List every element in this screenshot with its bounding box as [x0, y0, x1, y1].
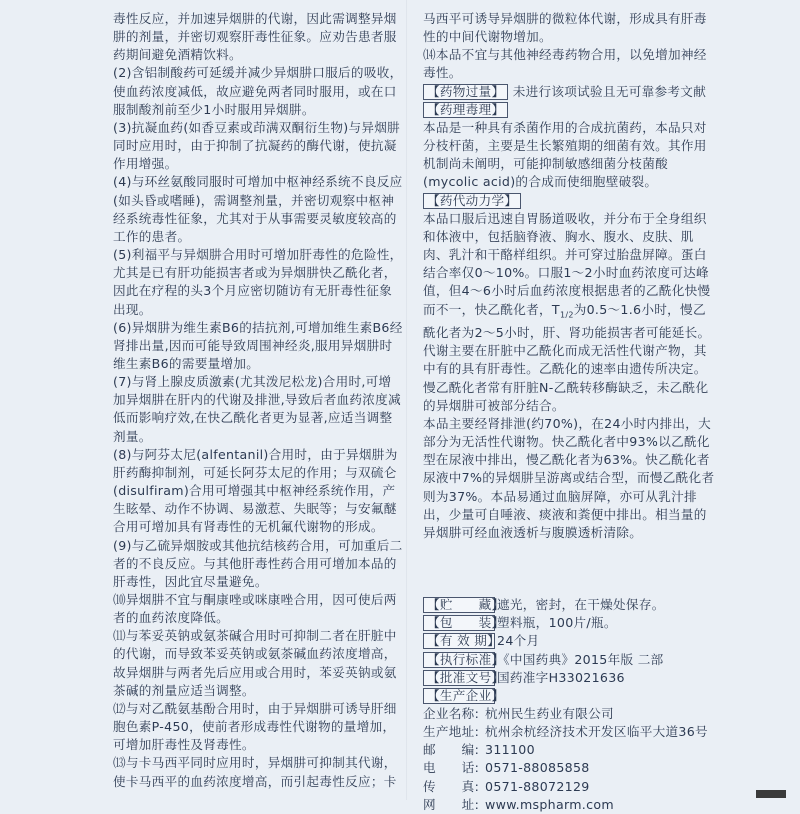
- zip-row: [423, 741, 717, 759]
- company-name-value: 杭州民生药业有限公司: [485, 705, 614, 721]
- website-row: [423, 796, 717, 814]
- fax-row: [423, 778, 717, 796]
- toxicology-heading: 【药理毒理】: [423, 102, 508, 118]
- package-label: 【包 装】: [423, 615, 495, 631]
- zip-key: 邮 编:: [423, 742, 480, 758]
- manufacturer-label: 【生产企业】: [423, 688, 495, 704]
- interaction-para-12: ⑿与对乙酰氨基酚合用时，由于异烟肼可诱导肝细胞色素P-450，使前者形成毒性代谢物的量增加，可增加肝毒性及肾毒性。: [113, 700, 397, 753]
- page-fold: [406, 0, 408, 800]
- standard-text: 《中国药典》2015年版 二部: [497, 651, 664, 667]
- approval-label: 【批准文号】: [423, 670, 495, 686]
- validity-row: [423, 632, 717, 650]
- standard-row: [423, 651, 717, 669]
- interaction-para-9: (9)与乙硫异烟胺或其他抗结核药合用，可加重后二者的不良反应。与其他肝毒性药合用可增加本品的肝毒性，因此宜尽量避免。: [113, 537, 403, 589]
- overdose-text: 未进行该项试验且无可靠参考文献: [512, 83, 707, 99]
- phone-value: 0571-88085858: [485, 760, 590, 776]
- interaction-para-7: (7)与肾上腺皮质激素(尤其泼尼松龙)合用时,可增加异烟肼在肝内的代谢及排泄,导致后者血药浓度减低而影响疗效,在快乙酰化者更为显著,应适当调整剂量。: [113, 374, 401, 444]
- interaction-para-6: (6)异烟肼为维生素B6的拮抗剂,可增加维生素B6经肾排出量,因而可能导致周围神经炎,服用异烟肼时维生素B6的需要量增加。: [113, 319, 403, 371]
- overdose-heading: 【药物过量】: [423, 84, 508, 100]
- package-row: [423, 614, 717, 632]
- pk-text-a: 本品口服后迅速自胃肠道吸收，并分布于全身组织和体液中，包括脑脊液、胸水、腹水、皮肤、肌肉、乳汁和干酪样组织。并可穿过胎盘屏障。蛋白结合率仅0～10%。口服1～2小时血药浓度可达峰值，但4～6小时后血药浓度根据患者的乙酰化快慢而不一，快乙酰化者，T: [423, 210, 711, 317]
- zip-value: 311100: [485, 742, 535, 758]
- fax-key: 传 真:: [423, 778, 480, 794]
- address-value: 杭州余杭经济技术开发区临平大道36号: [485, 724, 708, 740]
- phone-row: [423, 759, 717, 777]
- fax-value: 0571-88072129: [485, 778, 590, 794]
- storage-row: [423, 596, 717, 614]
- manufacturer-row: [423, 687, 717, 705]
- storage-label: 【贮 藏】: [423, 597, 495, 613]
- validity-text: 24个月: [497, 633, 540, 649]
- pharmacokinetics-heading: 【药代动力学】: [423, 193, 521, 209]
- right-column: [423, 10, 717, 814]
- corner-mark: [756, 790, 786, 798]
- interaction-para-10: ⑽异烟肼不宜与酮康唑或咪康唑合用，因可使后两者的血药浓度降低。: [113, 592, 397, 626]
- interaction-para-13: ⒀与卡马西平同时应用时，异烟肼可抑制其代谢，使卡马西平的血药浓度增高，而引起毒性反应；卡: [113, 755, 397, 789]
- package-text: 塑料瓶，100片/瓶。: [497, 615, 617, 631]
- address-row: [423, 723, 717, 741]
- interaction-para-11: ⑾与苯妥英钠或氨茶碱合用时可抑制二者在肝脏中的代谢，而导致苯妥英钠或氨茶碱血药浓度增高，故异烟肼与两者先后应用或合用时，苯妥英钠或氨茶碱的剂量应适当调整。: [113, 628, 397, 698]
- left-column: [113, 10, 403, 791]
- company-name-row: [423, 705, 717, 723]
- website-key: 网 址:: [423, 796, 480, 812]
- interaction-para-2: (2)含铝制酸药可延缓并减少异烟肼口服后的吸收，使血药浓度减低，故应避免两者同时服用，或在口服制酸剂前至少1小时服用异烟肼。: [113, 65, 403, 117]
- overdose-section: [423, 83, 717, 101]
- pharmacokinetics-para-1: [423, 210, 717, 415]
- phone-key: 电 话:: [423, 760, 480, 776]
- company-name-key: 企业名称:: [423, 705, 480, 721]
- pk-half-life-sub: 1/2: [559, 310, 574, 320]
- interaction-para-14: ⒁本品不宜与其他神经毒药物合用，以免增加神经毒性。: [423, 47, 707, 81]
- interaction-para-5: (5)利福平与异烟肼合用时可增加肝毒性的危险性，尤其是已有肝功能损害者或为异烟肼快乙酰化者，因此在疗程的头3个月应密切随访有无肝毒性征象出现。: [113, 247, 403, 317]
- approval-text: 国药准字H33021636: [497, 669, 625, 685]
- approval-row: [423, 669, 717, 687]
- toxicology-heading-row: [423, 101, 717, 119]
- section-gap: [423, 542, 717, 596]
- interaction-para-4: (4)与环丝氨酸同服时可增加中枢神经系统不良反应(如头昏或嗜睡)，需调整剂量，并密切观察中枢神经系统毒性征象，尤其对于从事需要灵敏度较高的工作的患者。: [113, 174, 403, 244]
- address-key: 生产地址:: [423, 724, 480, 740]
- interaction-para-8: (8)与阿芬太尼(alfentanil)合用时，由于异烟肼为肝药酶抑制剂，可延长阿芬太尼的作用；与双硫仑(disulfiram)合用可增强其中枢神经系统作用，产生眩晕、动作不协调、易激惹、失眠等；与安氟醚合用可增加具有肾毒性的无机氟代谢物的形成。: [113, 446, 398, 535]
- validity-label: 【有 效 期】: [423, 633, 495, 649]
- toxicology-text: 本品是一种具有杀菌作用的合成抗菌药，本品只对分枝杆菌，主要是生长繁殖期的细菌有效。其作用机制尚未阐明，可能抑制敏感细菌分枝菌酸(mycolic acid)的合成而使细胞壁破裂。: [423, 119, 707, 190]
- interaction-para-3: (3)抗凝血药(如香豆素或茚满双酮衍生物)与异烟肼同时应用时，由于抑制了抗凝药的酶代谢，使抗凝作用增强。: [113, 119, 401, 172]
- interaction-para-13-cont: 马西平可诱导异烟肼的微粒体代谢，形成具有肝毒性的中间代谢物增加。: [423, 11, 707, 45]
- storage-text: 遮光，密封，在干燥处保存。: [497, 597, 665, 613]
- pharmacokinetics-para-2: 本品主要经肾排泄(约70%)，在24小时内排出，大部分为无活性代谢物。快乙酰化者中93%以乙酰化型在尿液中排出，慢乙酰化者为63%。快乙酰化者尿液中7%的异烟肼呈游离或结合型，而慢乙酰化者则为37%。本品易通过血脑屏障，亦可从乳汁排出，少量可自唾液、痰液和粪便中排出。相当量的异烟肼可经血液透析与腹膜透析清除。: [423, 415, 715, 540]
- pk-text-b: 为0.5～1.6小时，慢乙酰化者为2～5小时，肝、肾功能损害者可能延长。代谢主要在肝脏中乙酰化而成无活性代谢产物，其中有的具有肝毒性。乙酰化的速率由遗传所决定。慢乙酰化者常有肝脏N-乙酰转移酶缺乏，未乙酰化的异烟肼可被部分结合。: [423, 301, 711, 413]
- interaction-para-1: 毒性反应，并加速异烟肼的代谢，因此需调整异烟肼的剂量，并密切观察肝毒性征象。应劝告患者服药期间避免酒精饮料。: [113, 11, 397, 63]
- website-value: www.mspharm.com: [485, 796, 614, 812]
- standard-label: 【执行标准】: [423, 652, 495, 668]
- pharmacokinetics-heading-row: [423, 192, 717, 210]
